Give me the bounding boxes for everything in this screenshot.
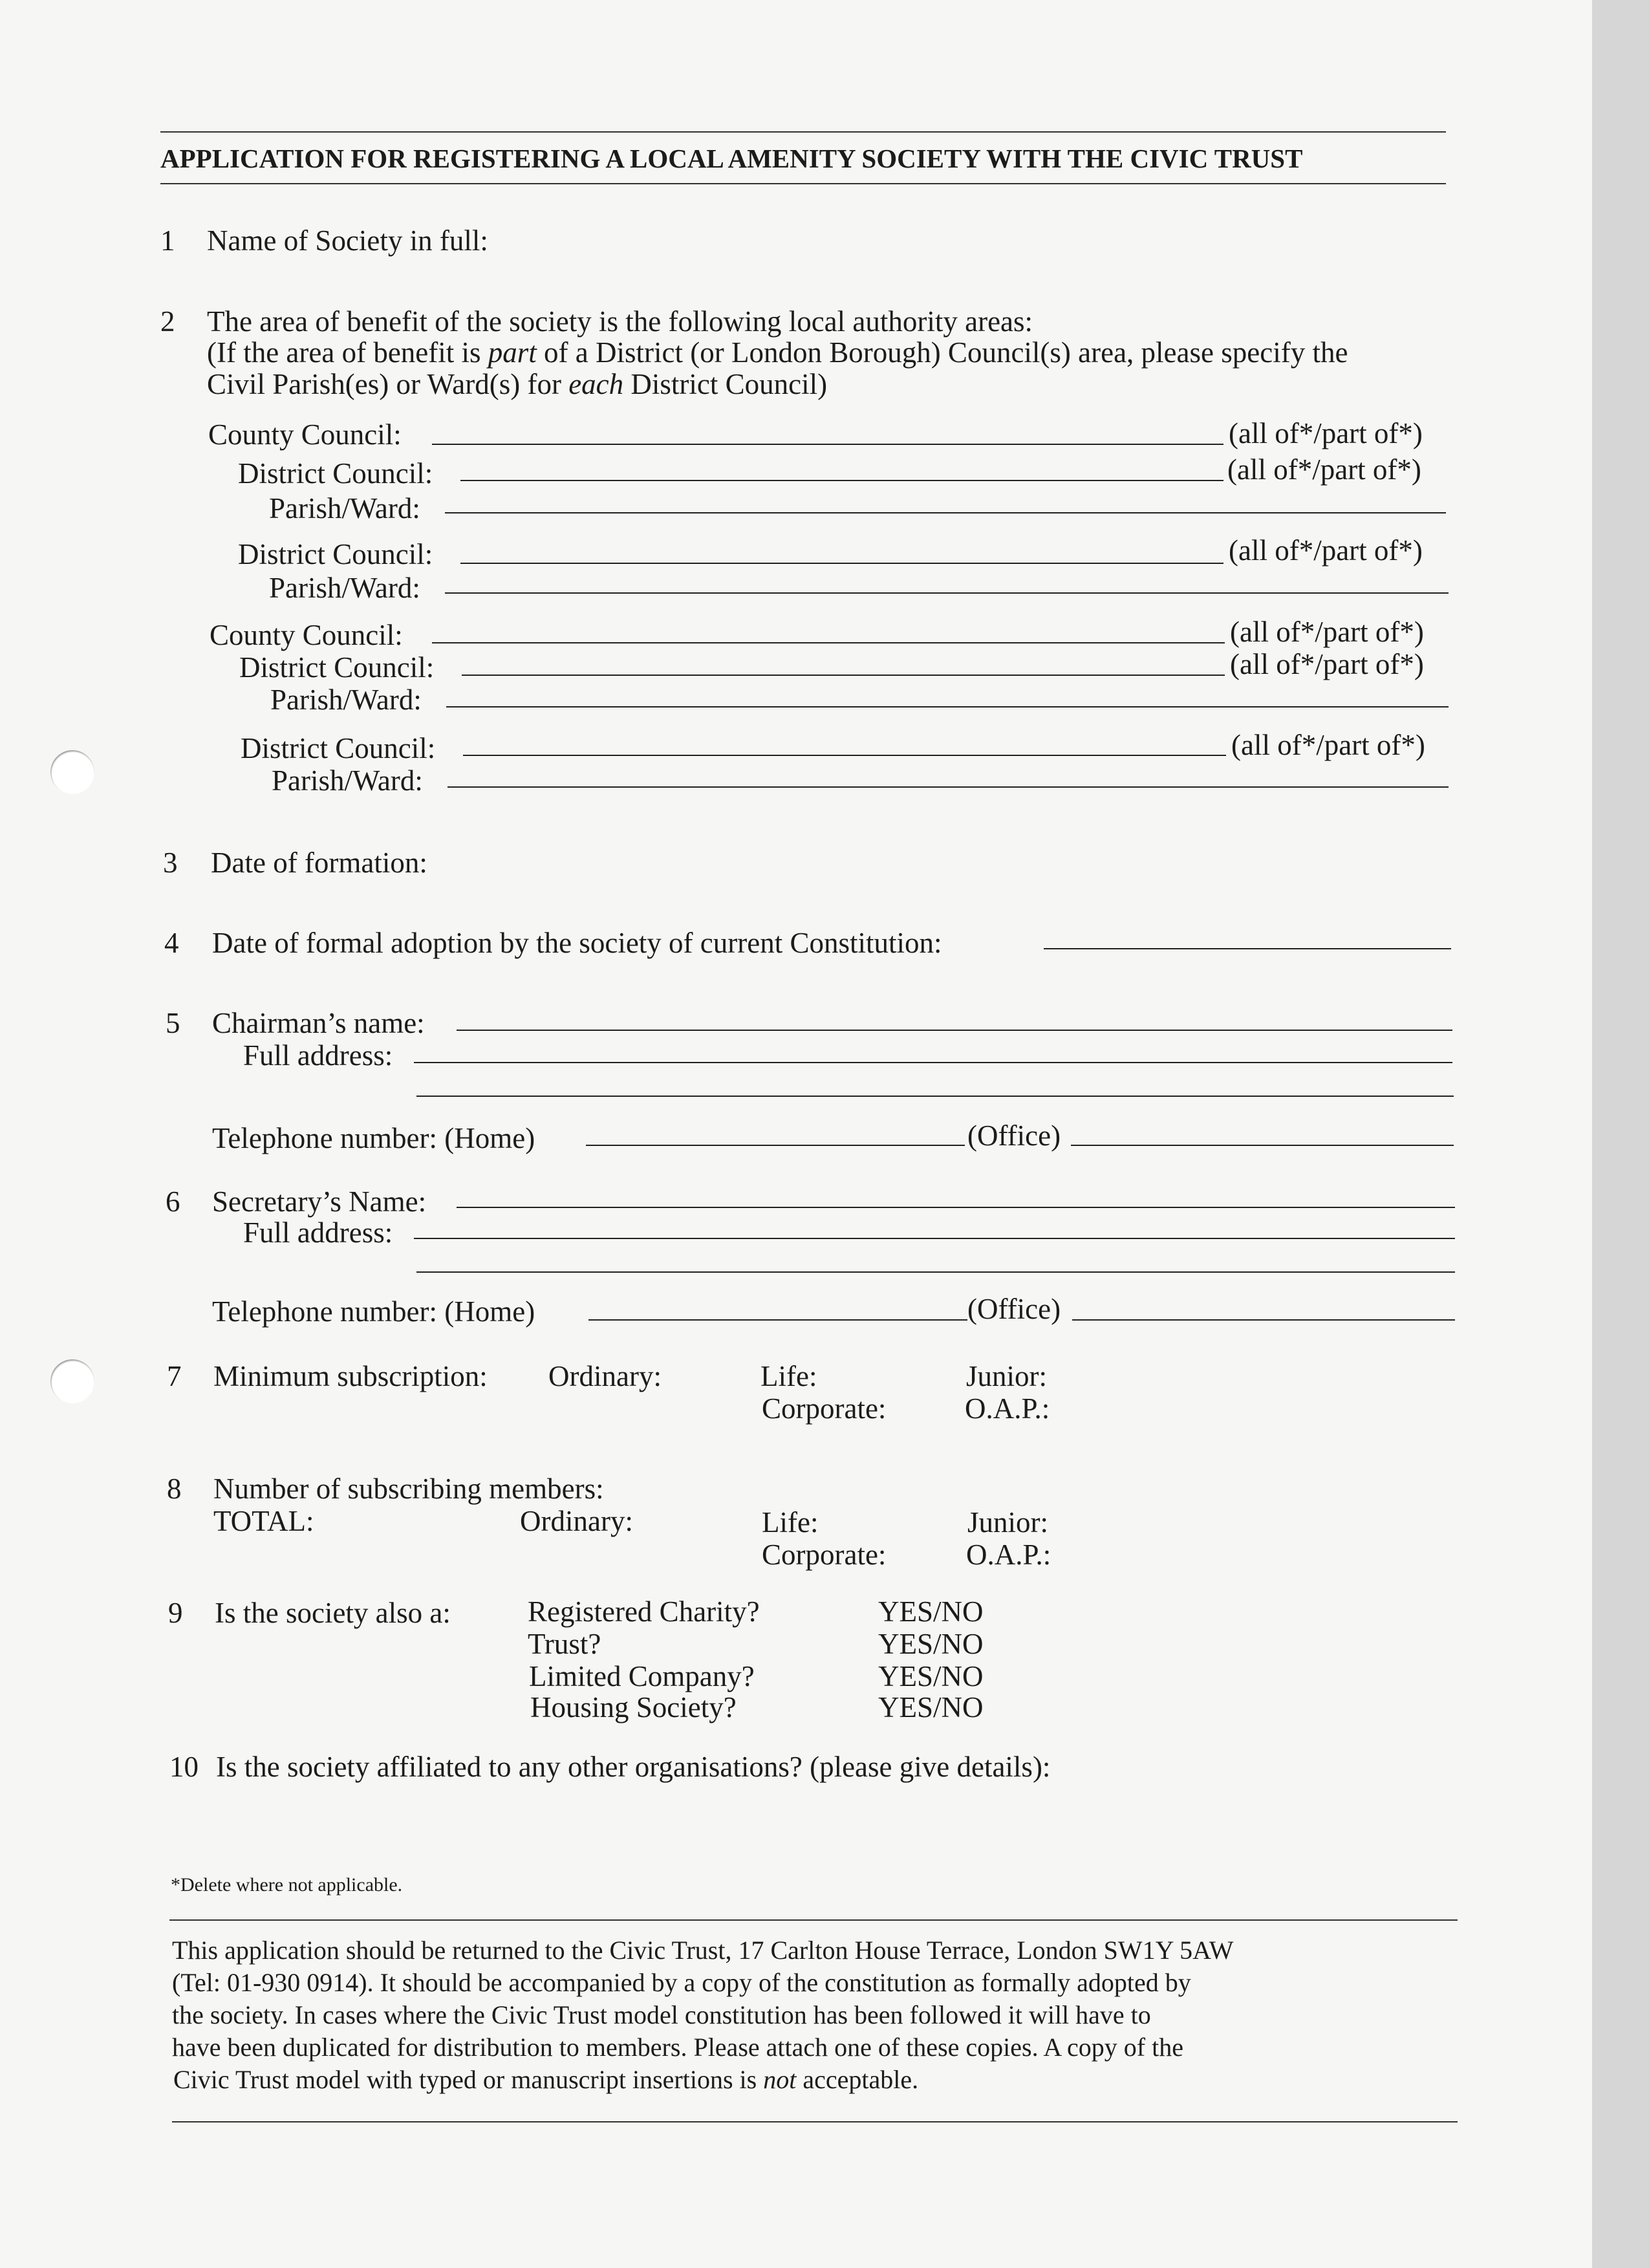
q8-ordinary: Ordinary: bbox=[520, 1505, 633, 1537]
q8-label: Number of subscribing members: bbox=[213, 1473, 604, 1505]
parish-ward-field[interactable] bbox=[445, 512, 1446, 513]
q8-oap: O.A.P.: bbox=[966, 1539, 1051, 1571]
secretary-office-phone-field[interactable] bbox=[1072, 1319, 1455, 1321]
q2-line3: Civil Parish(es) or Ward(s) for each District Council) bbox=[207, 368, 828, 400]
return-note-line-1: This application should be returned to the Civic Trust, 17 Carlton House Terrace, London SW1Y 5AW bbox=[172, 1936, 1234, 1965]
all-part-option: (all of*/part of*) bbox=[1231, 729, 1425, 761]
return-note-line-5: Civic Trust model with typed or manuscript insertions is not acceptable. bbox=[173, 2065, 919, 2094]
q7-number: 7 bbox=[167, 1360, 182, 1392]
q9-answer-housing-society[interactable]: YES/NO bbox=[878, 1691, 984, 1723]
q9-option-limited-company: Limited Company? bbox=[529, 1660, 755, 1692]
q2-number: 2 bbox=[160, 305, 175, 338]
secretary-name-label: Secretary’s Name: bbox=[212, 1185, 427, 1218]
secretary-office-label: (Office) bbox=[967, 1293, 1061, 1325]
county-council-field[interactable] bbox=[432, 444, 1223, 445]
chairman-home-phone-field[interactable] bbox=[586, 1145, 965, 1146]
secretary-name-field[interactable] bbox=[457, 1207, 1455, 1208]
district-council-field[interactable] bbox=[463, 755, 1226, 756]
constitution-date-field[interactable] bbox=[1044, 948, 1451, 949]
chairman-name-field[interactable] bbox=[457, 1030, 1452, 1031]
footnote: *Delete where not applicable. bbox=[171, 1874, 403, 1895]
q7-junior: Junior: bbox=[966, 1360, 1048, 1392]
form-title: APPLICATION FOR REGISTERING A LOCAL AMENITY SOCIETY WITH THE CIVIC TRUST bbox=[160, 144, 1303, 173]
chairman-address-label: Full address: bbox=[243, 1039, 393, 1072]
q9-number: 9 bbox=[168, 1597, 183, 1629]
chairman-office-label: (Office) bbox=[967, 1119, 1061, 1152]
return-note-line-4: have been duplicated for distribution to members. Please attach one of these copies. A copy of the bbox=[172, 2033, 1183, 2062]
county-council-field[interactable] bbox=[432, 642, 1225, 643]
all-part-option: (all of*/part of*) bbox=[1227, 453, 1421, 486]
q9-option-registered-charity: Registered Charity? bbox=[528, 1595, 760, 1628]
q5-number: 5 bbox=[166, 1007, 180, 1039]
district-council-field[interactable] bbox=[460, 480, 1223, 481]
return-note-line-2: (Tel: 01-930 0914). It should be accompanied by a copy of the constitution as formally adopted by bbox=[172, 1968, 1191, 1997]
secretary-address-field-2[interactable] bbox=[416, 1271, 1455, 1273]
parish-ward-label: Parish/Ward: bbox=[269, 492, 420, 524]
q7-oap: O.A.P.: bbox=[965, 1392, 1050, 1425]
q8-total: TOTAL: bbox=[213, 1505, 314, 1537]
q9-option-trust: Trust? bbox=[528, 1628, 601, 1660]
parish-ward-field[interactable] bbox=[445, 592, 1449, 594]
county-council-label: County Council: bbox=[208, 418, 402, 451]
q3-label: Date of formation: bbox=[211, 847, 427, 879]
parish-ward-field[interactable] bbox=[446, 706, 1449, 707]
q9-option-housing-society: Housing Society? bbox=[530, 1691, 737, 1723]
q7-corporate: Corporate: bbox=[762, 1392, 887, 1425]
punch-hole-bottom bbox=[50, 1359, 94, 1403]
q4-label: Date of formal adoption by the society of current Constitution: bbox=[212, 927, 942, 959]
secretary-home-phone-field[interactable] bbox=[588, 1319, 967, 1321]
q2-line2: (If the area of benefit is part of a District (or London Borough) Council(s) area, please specify the bbox=[207, 336, 1348, 369]
q7-label: Minimum subscription: bbox=[213, 1360, 488, 1392]
district-council-field[interactable] bbox=[460, 563, 1223, 564]
parish-ward-label: Parish/Ward: bbox=[272, 764, 423, 797]
title-rule-top bbox=[160, 131, 1446, 133]
footer-rule-top bbox=[169, 1919, 1458, 1921]
secretary-address-label: Full address: bbox=[243, 1216, 393, 1249]
district-council-label: District Council: bbox=[239, 651, 435, 684]
district-council-label: District Council: bbox=[238, 538, 433, 570]
chairman-address-field-1[interactable] bbox=[414, 1062, 1452, 1063]
footer-rule-bottom bbox=[172, 2121, 1458, 2122]
q8-junior: Junior: bbox=[967, 1506, 1049, 1539]
all-part-option: (all of*/part of*) bbox=[1230, 616, 1424, 648]
q10-number: 10 bbox=[169, 1751, 199, 1783]
all-part-option: (all of*/part of*) bbox=[1230, 648, 1424, 680]
county-council-label: County Council: bbox=[210, 619, 403, 651]
chairman-name-label: Chairman’s name: bbox=[212, 1007, 425, 1039]
q2-line1: The area of benefit of the society is the following local authority areas: bbox=[207, 305, 1033, 338]
parish-ward-field[interactable] bbox=[447, 786, 1449, 788]
q1-number: 1 bbox=[160, 224, 175, 257]
q6-number: 6 bbox=[166, 1185, 180, 1218]
q10-label: Is the society affiliated to any other organisations? (please give details): bbox=[216, 1751, 1051, 1783]
district-council-field[interactable] bbox=[462, 675, 1225, 676]
q9-label: Is the society also a: bbox=[215, 1597, 451, 1629]
q3-number: 3 bbox=[163, 847, 178, 879]
q4-number: 4 bbox=[164, 927, 179, 959]
q1-label: Name of Society in full: bbox=[207, 224, 488, 257]
parish-ward-label: Parish/Ward: bbox=[270, 684, 422, 716]
district-council-label: District Council: bbox=[241, 732, 436, 764]
q9-answer-trust[interactable]: YES/NO bbox=[878, 1628, 984, 1660]
all-part-option: (all of*/part of*) bbox=[1229, 534, 1423, 567]
district-council-label: District Council: bbox=[238, 457, 433, 490]
q7-life: Life: bbox=[760, 1360, 817, 1392]
q8-corporate: Corporate: bbox=[762, 1539, 887, 1571]
q9-answer-registered-charity[interactable]: YES/NO bbox=[878, 1595, 984, 1628]
q8-life: Life: bbox=[762, 1506, 819, 1539]
secretary-telephone-label: Telephone number: (Home) bbox=[212, 1295, 535, 1328]
all-part-option: (all of*/part of*) bbox=[1229, 417, 1423, 449]
q9-answer-limited-company[interactable]: YES/NO bbox=[878, 1660, 984, 1692]
punch-hole-top bbox=[50, 750, 94, 794]
chairman-office-phone-field[interactable] bbox=[1071, 1145, 1454, 1146]
title-rule-bottom bbox=[160, 183, 1446, 184]
secretary-address-field-1[interactable] bbox=[414, 1238, 1455, 1239]
q7-ordinary: Ordinary: bbox=[548, 1360, 662, 1392]
parish-ward-label: Parish/Ward: bbox=[269, 572, 420, 604]
return-note-line-3: the society. In cases where the Civic Trust model constitution has been followed it will have to bbox=[172, 2000, 1151, 2029]
q8-number: 8 bbox=[167, 1473, 182, 1505]
chairman-address-field-2[interactable] bbox=[416, 1096, 1454, 1097]
chairman-telephone-label: Telephone number: (Home) bbox=[212, 1122, 535, 1154]
